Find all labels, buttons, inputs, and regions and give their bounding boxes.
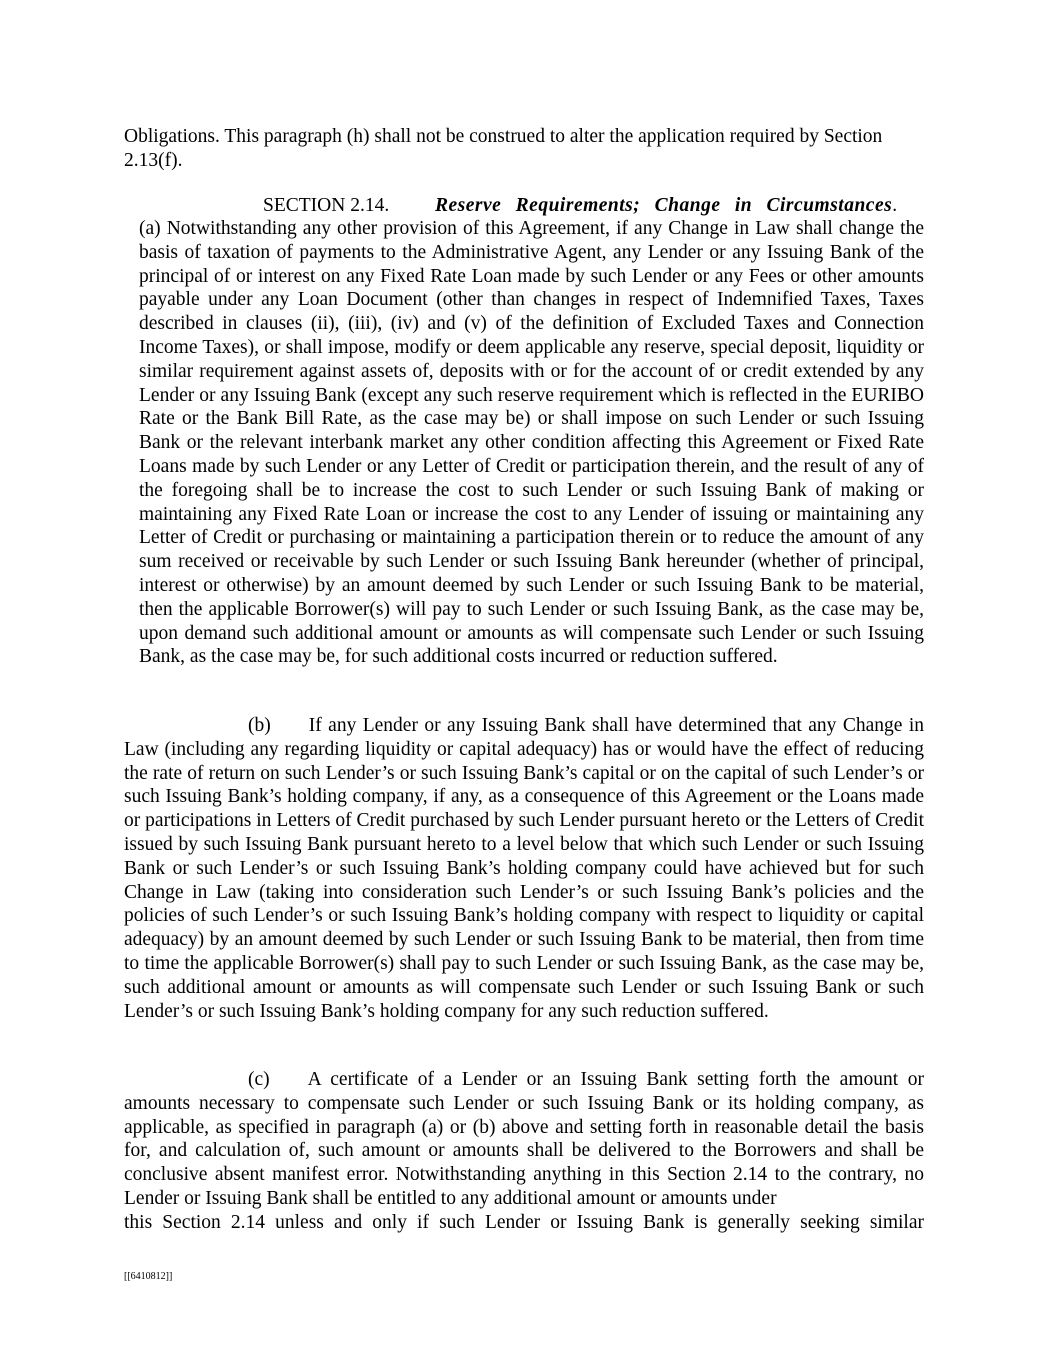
document-footer-id: [[6410812]]	[124, 1271, 173, 1282]
paragraph-b-label: (b)	[248, 715, 271, 736]
paragraph-b-text: If any Lender or any Issuing Bank shall have determined that any Change in Law (including any regarding liquidity or capital adequacy) has or would have the effect of reducing the rate of return on such Lender’s or such Issuing Bank’s capital or on the capital of such Lender’s or such Issuing Bank’s holding company, if any, as a consequence of this Agreement or the Loans made or participations in Letters of Credit purchased by such Lender pursuant hereto or the Letters of Credit issued by such Issuing Bank pursuant hereto to a level below that which such Lender or such Issuing Bank or such Lender’s or such Issuing Bank’s holding company could have achieved but for such Change in Law (taking into consideration such Lender’s or such Issuing Bank’s policies and the policies of such Lender’s or such Issuing Bank’s holding company with respect to liquidity or capital adequacy) by an amount deemed by such Lender or such Issuing Bank to be material, then from time to time the applicable Borrower(s) shall pay to such Lender or such Issuing Bank, as the case may be, such additional amount or amounts as will compensate such Lender or such Issuing Bank or such Lender’s or such Issuing Bank’s holding company for any such reduction suffered.	[124, 715, 924, 1022]
section-heading	[263, 194, 897, 218]
paragraph-c-last-line: this Section 2.14 unless and only if such Lender or Issuing Bank is generally seeking similar	[124, 1211, 924, 1233]
section-title-punct: .	[892, 195, 898, 216]
section-title: Reserve Requirements; Change in Circumstances	[435, 195, 893, 216]
section-number: SECTION 2.14.	[263, 195, 390, 216]
paragraph-c	[124, 1068, 924, 1235]
paragraph-a: (a) Notwithstanding any other provision of this Agreement, if any Change in Law shall change the basis of taxation of payments to the Administrative Agent, any Lender or any Issuing Bank of the principal of or interest on any Fixed Rate Loan made by such Lender or any Fees or other amounts payable under any Loan Document (other than changes in respect of Indemnified Taxes, Taxes described in clauses (ii), (iii), (iv) and (v) of the definition of Excluded Taxes and Connection Income Taxes), or shall impose, modify or deem applicable any reserve, special deposit, liquidity or similar requirement against assets of, deposits with or for the account of or credit extended by any Lender or any Issuing Bank (except any such reserve requirement which is reflected in the EURIBO Rate or the Bank Bill Rate, as the case may be) or shall impose on such Lender or such Issuing Bank or the relevant interbank market any other condition affecting this Agreement or Fixed Rate Loans made by such Lender or any Letter of Credit or participation therein, and the result of any of the foregoing shall be to increase the cost to such Lender or such Issuing Bank of making or maintaining any Fixed Rate Loan or increase the cost to any Lender of issuing or maintaining any Letter of Credit or purchasing or maintaining a participation therein or to reduce the amount of any sum received or receivable by such Lender or such Issuing Bank hereunder (whether of principal, interest or otherwise) by an amount deemed by such Lender or such Issuing Bank to be material, then the applicable Borrower(s) will pay to such Lender or such Issuing Bank, as the case may be, upon demand such additional amount or amounts as will compensate such Lender or such Issuing Bank, as the case may be, for such additional costs incurred or reduction suffered.	[139, 218, 924, 668]
intro-paragraph: Obligations. This paragraph (h) shall not be construed to alter the application required by Section 2.13(f).	[124, 126, 883, 171]
paragraph-b	[124, 714, 924, 1023]
paragraph-c-label: (c)	[248, 1069, 270, 1090]
paragraph-c-text: A certificate of a Lender or an Issuing Bank setting forth the amount or amounts necessary to compensate such Lender or such Issuing Bank or its holding company, as applicable, as specified in paragraph (a) or (b) above and setting forth in reasonable detail the basis for, and calculation of, such amount or amounts shall be delivered to the Borrowers and shall be conclusive absent manifest error. Notwithstanding anything in this Section 2.14 to the contrary, no Lender or Issuing Bank shall be entitled to any additional amount or amounts under	[124, 1069, 924, 1209]
